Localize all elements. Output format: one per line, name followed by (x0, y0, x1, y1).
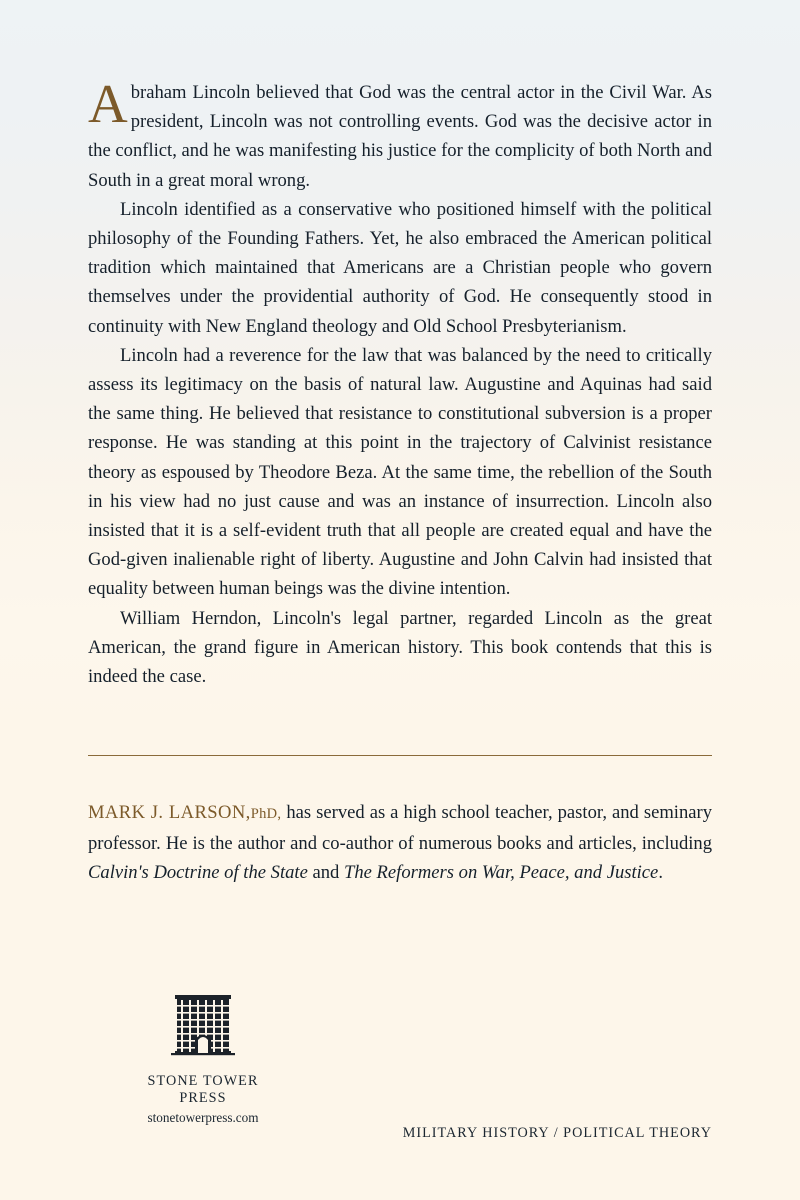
bio-ending: . (658, 862, 663, 884)
bio-conjunction: and (307, 862, 344, 884)
paragraph-4: William Herndon, Lincoln's legal partner, regarded Lincoln as the great American, the grand figure in American history. This book contends that this is indeed the case. (88, 607, 712, 688)
publisher-block (130, 985, 276, 1126)
description-block (88, 73, 712, 691)
author-bio-text: has served as a high school teacher, pastor, and seminary professor. He is the author and co-author of numerous books and articles, including (88, 802, 712, 855)
publisher-name: STONE TOWER PRESS (147, 1073, 259, 1106)
author-name: MARK J. LARSON, (88, 802, 251, 823)
drop-cap-letter: A (88, 73, 128, 134)
paragraph-1 (88, 73, 712, 195)
book-title-one: Calvin's Doctrine of the State (88, 862, 308, 884)
paragraph-2: Lincoln identified as a conservative who positioned himself with the political philosophy of the Founding Fathers. Yet, he also embraced the American political tradition which maintained that Americans are a Christian people who govern themselves under the providential authority of God. He consequently stood in continuity with New England theology and Old School Presbyterianism. (88, 198, 712, 337)
author-bio-block (88, 798, 712, 888)
paragraph-3: Lincoln had a reverence for the law that was balanced by the need to critically assess its legitimacy on the basis of natural law. Augustine and Aquinas had said the same thing. He believed that resistance to constitutional subversion is a proper response. He was standing at this point in the trajectory of Calvinist resistance theory as espoused by Theodore Beza. At the same time, the rebellion of the South in his view had no just cause and was an instance of insurrection. Lincoln also insisted that it is a self-evident truth that all people are created equal and have the God-given inalienable right of liberty. Augustine and John Calvin had insisted that equality between human beings was the divine intention. (88, 344, 712, 600)
category-line: MILITARY HISTORY / POLITICAL THEORY (402, 1125, 712, 1141)
description-text (88, 73, 712, 691)
publisher-website[interactable]: stonetowerpress.com (147, 1110, 259, 1125)
stone-tower-icon (159, 985, 247, 1061)
horizontal-divider (88, 755, 712, 756)
book-title-two: The Reformers on War, Peace, and Justice (344, 862, 659, 884)
author-credential: PhD, (250, 806, 282, 822)
paragraph-1-text: braham Lincoln believed that God was the central actor in the Civil War. As president, Lincoln was not controlling events. God was the decisive actor in the conflict, and he was manifesting his justice for the complicity of both North and South in a great moral wrong. (88, 82, 712, 191)
